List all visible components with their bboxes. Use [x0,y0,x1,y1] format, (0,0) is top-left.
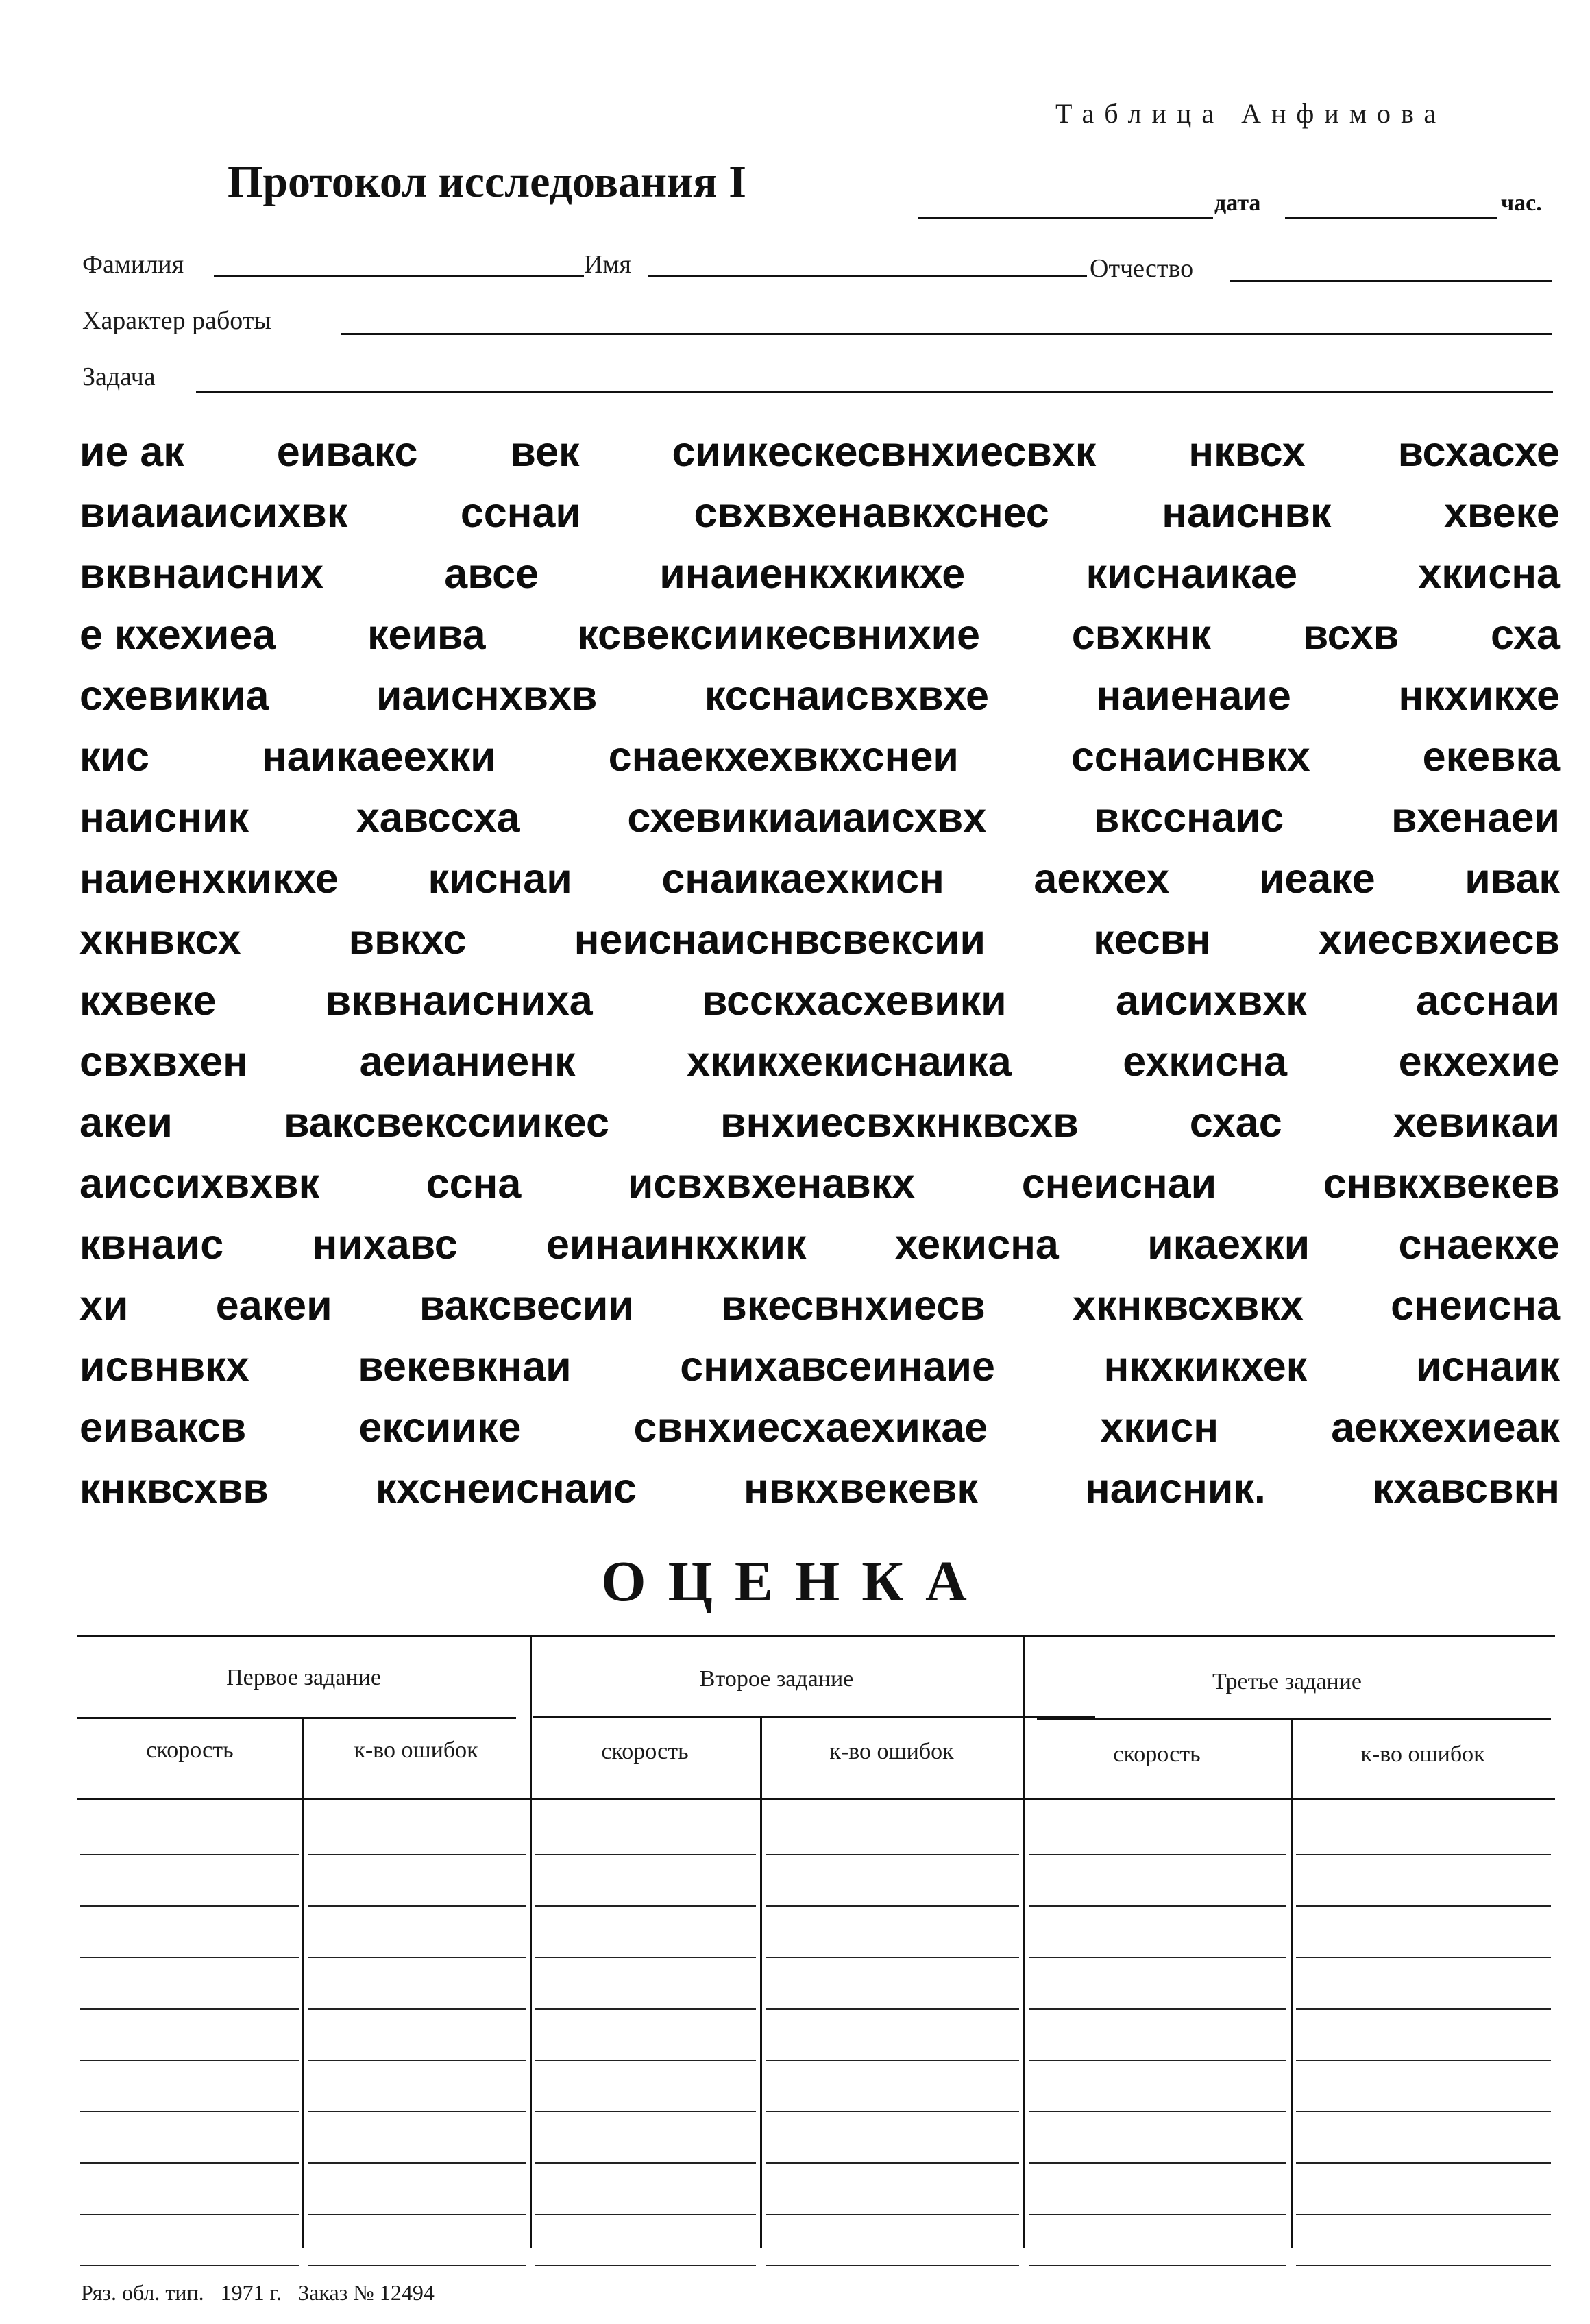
date-label: дата [1214,190,1261,216]
group-divider-1 [77,1717,516,1719]
test-word: еиваксв [80,1404,247,1450]
table-cell-rule[interactable] [535,2111,756,2112]
table-cell-rule[interactable] [1029,2008,1286,2010]
table-cell-rule[interactable] [1296,2214,1551,2215]
test-word: схас [1189,1099,1282,1146]
date-blank-line[interactable] [918,217,1213,219]
table-cell-rule[interactable] [1296,2111,1551,2112]
test-word: ваксвесии [419,1282,634,1328]
test-word: инаиенкхкикхе [659,550,966,597]
table-cell-rule[interactable] [766,2265,1019,2266]
table-cell-rule[interactable] [535,2214,756,2215]
test-word: сснаиснвкх [1071,733,1310,780]
test-word: неиснаиснвсвексии [574,916,986,963]
table-cell-rule[interactable] [80,1905,299,1907]
table-cell-rule[interactable] [1029,2265,1286,2266]
table-cell-rule[interactable] [80,2162,299,2164]
test-line [80,1031,1560,1092]
test-word: хиесвхиесв [1319,916,1560,963]
subheader-speed-3: скорость [1113,1742,1201,1767]
test-word: всскхасхевики [701,977,1007,1024]
group-divider-2 [533,1716,1095,1718]
test-word: снеисна [1391,1282,1560,1328]
test-word: вквнаисниха [325,977,593,1024]
table-cell-rule[interactable] [535,2162,756,2164]
name-field[interactable] [648,275,1087,277]
test-word: свхкнк [1071,611,1211,658]
test-word: хекисна [894,1221,1059,1268]
test-word: снеиснаи [1021,1160,1217,1207]
test-word: ехкисна [1123,1038,1288,1085]
group-header-second: Второе задание [699,1666,854,1692]
test-word: еинаинкхкик [546,1221,807,1268]
surname-label: Фамилия [82,250,184,279]
test-line [80,1458,1560,1519]
test-word: снихавсеинаие [680,1343,995,1389]
table-cell-rule[interactable] [1029,2214,1286,2215]
table-cell-rule[interactable] [1029,2060,1286,2061]
test-word: нквсх [1188,428,1306,475]
test-word: свнхиесхаехикае [633,1404,988,1450]
test-line [80,970,1560,1031]
table-cell-rule[interactable] [308,2008,526,2010]
subheader-speed-2: скорость [601,1739,689,1764]
test-word: хвеке [1443,489,1560,536]
test-line [80,604,1560,665]
test-word: кхснеиснаис [375,1465,637,1511]
table-cell-rule[interactable] [535,2265,756,2266]
table-cell-rule[interactable] [766,1905,1019,1907]
test-word: наиснвк [1162,489,1332,536]
test-line [80,665,1560,726]
test-word: хкикхекиснаика [687,1038,1012,1085]
test-word: снаикаехкисн [661,855,944,902]
test-word: ввкхс [348,916,467,963]
test-word: киснаи [428,855,572,902]
test-word: аиссихвхвк [80,1160,320,1207]
assessment-table [77,1635,1555,2248]
test-word: еивакс [276,428,418,475]
letter-test-text [80,421,1560,1519]
test-word: снаекхе [1398,1221,1560,1268]
test-word: кхвеке [80,977,217,1024]
test-word: екхехие [1398,1038,1560,1085]
table-cell-rule[interactable] [766,1957,1019,1958]
test-word: нкхикхе [1398,672,1560,719]
test-word: кеива [367,611,486,658]
header-bottom-rule [77,1798,1555,1800]
table-cell-rule[interactable] [766,1854,1019,1855]
subheader-speed-1: скорость [146,1738,234,1763]
test-line [80,1214,1560,1275]
work-type-field[interactable] [341,333,1552,335]
test-word: свхвхен [80,1038,249,1085]
test-word: киснаикае [1086,550,1298,597]
protocol-title: Протокол исследования I [228,157,746,207]
patronymic-field[interactable] [1230,280,1552,282]
table-top-rule [77,1635,1555,1637]
test-word: кнквсхвв [80,1465,269,1511]
test-line [80,1153,1560,1214]
table-cell-rule[interactable] [1029,1905,1286,1907]
table-cell-rule[interactable] [1029,2111,1286,2112]
test-word: акеи [80,1099,173,1146]
test-word: вкесвнхиесв [721,1282,986,1328]
test-word: ие ак [80,428,184,475]
test-word: нвкхвекевк [744,1465,978,1511]
table-cell-rule[interactable] [766,2008,1019,2010]
test-line [80,482,1560,543]
test-word: исвнвкх [80,1343,249,1389]
test-word: хкисн [1100,1404,1219,1450]
patronymic-label: Отчество [1090,254,1194,283]
time-blank-line[interactable] [1285,217,1497,219]
test-word: схевикиа [80,672,269,719]
table-cell-rule[interactable] [535,2008,756,2010]
surname-field[interactable] [214,275,584,277]
table-cell-rule[interactable] [1029,2162,1286,2164]
test-word: вхенаеи [1391,794,1560,841]
subheader-errors-1: к-во ошибок [354,1738,478,1763]
test-word: хкнквсхвкх [1072,1282,1304,1328]
task-label: Задача [82,362,156,391]
table-cell-rule[interactable] [766,2111,1019,2112]
table-cell-rule[interactable] [308,2265,526,2266]
test-word: нихавс [312,1221,458,1268]
test-word: асснаи [1415,977,1560,1024]
table-cell-rule[interactable] [80,2111,299,2112]
test-word: кис [80,733,149,780]
table-cell-rule[interactable] [1029,1854,1286,1855]
test-line [80,909,1560,970]
test-line [80,421,1560,482]
test-word: внхиесвхкнквсхв [720,1099,1079,1146]
test-word: виаиаисихвк [80,489,348,536]
test-word: иаиснхвхв [376,672,598,719]
print-info-footer: Ряз. обл. тип. 1971 г. Заказ № 12494 [81,2280,435,2305]
table-cell-rule[interactable] [308,1854,526,1855]
test-word: схевикиаиаисхвх [627,794,987,841]
task-field[interactable] [196,391,1553,393]
test-word: хавссха [356,794,520,841]
test-word: исвхвхенавкх [627,1160,916,1207]
group-header-first: Первое задание [226,1665,381,1690]
test-word: аисихвхк [1115,977,1307,1024]
test-word: снаекхехвкхснеи [608,733,959,780]
test-line [80,543,1560,604]
test-word: ексиике [358,1404,522,1450]
test-word: иснаик [1415,1343,1560,1389]
table-cell-rule[interactable] [535,1905,756,1907]
col-separator-2 [760,1718,762,2248]
table-source-title: Таблица Анфимова [1055,98,1447,129]
test-word: хи [80,1282,129,1328]
test-word: сха [1490,611,1560,658]
name-label: Имя [584,250,631,279]
table-cell-rule[interactable] [766,2162,1019,2164]
table-cell-rule[interactable] [80,2008,299,2010]
test-word: всхасхе [1397,428,1560,475]
test-word: икаехки [1147,1221,1310,1268]
group-separator-2 [1023,1635,1025,2248]
test-line [80,1275,1560,1336]
table-cell-rule[interactable] [1029,1957,1286,1958]
test-word: вксснаис [1093,794,1284,841]
table-cell-rule[interactable] [1296,1854,1551,1855]
table-cell-rule[interactable] [80,2060,299,2061]
table-cell-rule[interactable] [80,1854,299,1855]
table-cell-rule[interactable] [1296,2008,1551,2010]
test-word: вквнаисниx [80,550,323,597]
table-cell-rule[interactable] [535,1854,756,1855]
group-separator-1 [530,1635,532,2248]
table-cell-rule[interactable] [1296,2060,1551,2061]
test-word: аекхехиеак [1331,1404,1560,1450]
table-cell-rule[interactable] [308,2111,526,2112]
test-word: е кхехиеа [80,611,276,658]
test-word: авсе [444,550,539,597]
table-cell-rule[interactable] [766,2214,1019,2215]
test-word: сснаи [460,489,581,536]
table-cell-rule[interactable] [766,2060,1019,2061]
assessment-title: ОЦЕНКА [601,1550,989,1614]
test-word: нкхкикхек [1103,1343,1308,1389]
test-word: екевка [1422,733,1560,780]
test-word: всхв [1302,611,1399,658]
group-divider-3 [1037,1718,1551,1720]
test-word: аеианиенк [359,1038,576,1085]
table-cell-rule[interactable] [1296,2265,1551,2266]
test-word: иеаке [1258,855,1375,902]
table-cell-rule[interactable] [1296,2162,1551,2164]
test-word: еакеи [215,1282,332,1328]
test-word: наиенаие [1096,672,1291,719]
table-cell-rule[interactable] [80,2265,299,2266]
test-line [80,1092,1560,1153]
subheader-errors-2: к-во ошибок [829,1739,954,1764]
test-word: ксвексиикесвнихие [577,611,980,658]
test-word: снвкхвекев [1323,1160,1560,1207]
col-separator-1 [302,1718,304,2248]
test-word: аекхех [1034,855,1170,902]
test-word: наисник [80,794,249,841]
test-word: хевикаи [1393,1099,1560,1146]
table-cell-rule[interactable] [308,2060,526,2061]
table-cell-rule[interactable] [308,1957,526,1958]
table-cell-rule[interactable] [308,1905,526,1907]
test-word: векевкнаи [358,1343,572,1389]
test-word: квнаис [80,1221,224,1268]
test-word: хкнвксх [80,916,241,963]
test-word: кесвн [1093,916,1211,963]
table-cell-rule[interactable] [80,2214,299,2215]
table-cell-rule[interactable] [308,2214,526,2215]
subheader-errors-3: к-во ошибок [1360,1742,1485,1767]
test-line [80,787,1560,848]
test-word: ссна [426,1160,522,1207]
table-cell-rule[interactable] [1296,1957,1551,1958]
table-cell-rule[interactable] [535,1957,756,1958]
test-word: наисник. [1084,1465,1266,1511]
col-separator-3 [1291,1718,1293,2248]
work-type-label: Характер работы [82,306,271,335]
test-word: ваксвекссиикес [283,1099,609,1146]
table-cell-rule[interactable] [308,2162,526,2164]
test-word: сиикескесвнхиесвхк [672,428,1097,475]
test-line [80,848,1560,909]
test-word: наикаеехки [261,733,496,780]
test-word: ксснаисвхвхе [704,672,989,719]
test-line [80,1336,1560,1397]
test-line [80,1397,1560,1458]
table-cell-rule[interactable] [535,2060,756,2061]
table-cell-rule[interactable] [1296,1905,1551,1907]
test-word: век [510,428,580,475]
test-word: хкисна [1418,550,1560,597]
test-word: свхвхенавкхснес [694,489,1049,536]
test-word: кхавсвкн [1372,1465,1560,1511]
time-label: час. [1501,190,1542,216]
group-header-third: Третье задание [1212,1669,1362,1694]
test-word: наиенхкикхе [80,855,339,902]
test-word: ивак [1465,855,1560,902]
table-cell-rule[interactable] [80,1957,299,1958]
test-line [80,726,1560,787]
